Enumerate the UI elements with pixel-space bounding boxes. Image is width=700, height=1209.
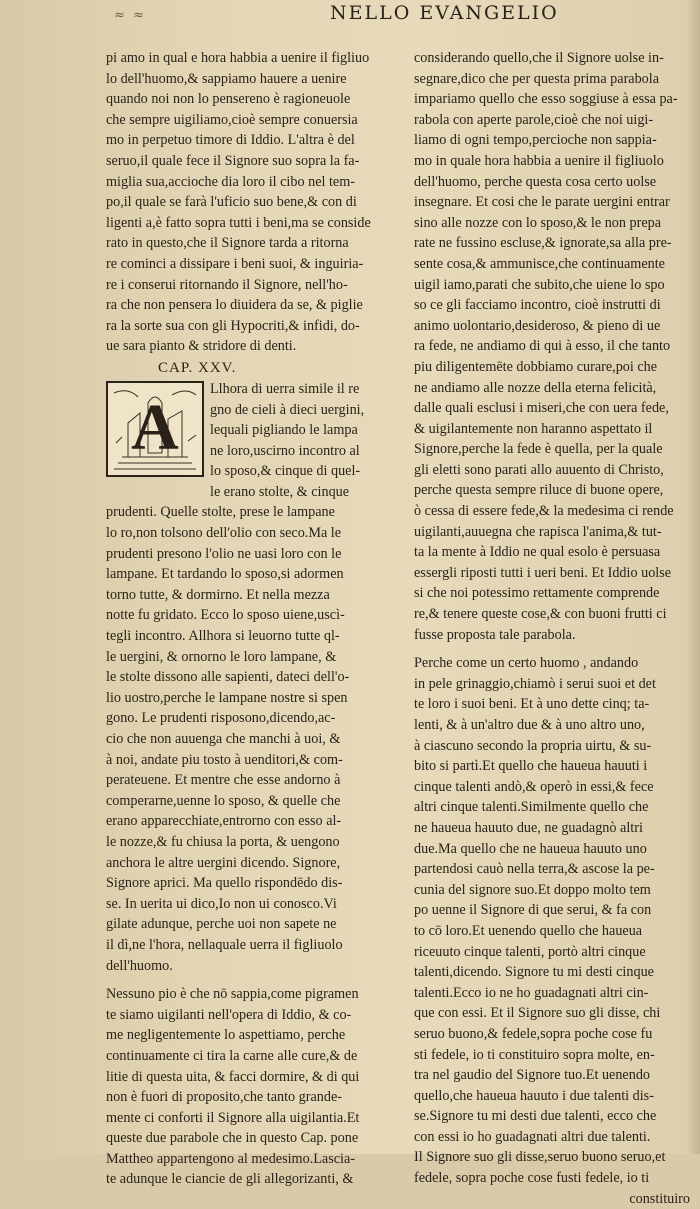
right-column-top-text (414, 48, 690, 645)
text-line: Nessuno pio è che nō sappia,come pigramen (106, 986, 359, 1003)
text-line: dell'huomo, perche questa cosa certo uolse (414, 173, 657, 190)
text-line: il dì,ne l'hora, nellaquale uerra il figliuolo (106, 936, 343, 953)
text-line: ue sara pianto & stridore di denti. (106, 338, 297, 355)
text-line: miglia sua,accioche dia loro il cibo nel tem- (106, 173, 355, 190)
text-line: erano apparecchiate,entrorno con esso al- (106, 813, 342, 830)
text-line: le nozze,& fu chiusa la porta, & uengono (106, 833, 340, 850)
text-line: segnare,dico che per questa prima parabola (414, 70, 660, 87)
text-line: dalle quali esclusi i miseri,che con uera fede, (414, 400, 669, 417)
text-line: Mattheo appartengono al medesimo.Lascia- (106, 1150, 355, 1167)
woodcut-initial-illustration (108, 383, 202, 475)
left-column-top-text (106, 48, 396, 357)
text-line: te loro i suoi beni. Et à uno dette cinq; ta- (414, 696, 650, 713)
decorated-initial (106, 381, 204, 477)
text-line: si che noi potessimo rettamente comprende (414, 585, 660, 602)
text-line: mente ci conforti il Signore alla uigilantia.Et (106, 1109, 360, 1126)
text-line: talenti,dicendo. Signore tu mi desti cinque (414, 964, 654, 981)
chapter-heading: CAP. XXV. (158, 359, 237, 376)
text-line: quello,che haueua hauuto i due talenti dis- (414, 1087, 654, 1104)
text-line: tra nel gaudio del Signore tuo.Et uenendo (414, 1067, 651, 1084)
chapter-opening (106, 379, 396, 503)
text-line: che sempre uigiliamo,cioè sempre conuersia (106, 111, 358, 128)
text-line: bito si partì.Et quello che haueua hauuti i (414, 758, 648, 775)
text-line: lo ro,non tolsono dell'olio con seco.Ma le (106, 525, 342, 542)
text-line: cunia del signore suo.Et doppo molto tem (414, 881, 651, 898)
text-line: Signore,perche la fede è quella, per la quale (414, 441, 663, 458)
text-line: rate ne fussino escluse,& ignorate,sa alla pre- (414, 235, 672, 252)
text-line: ò cessa di essere fede,& la medesima ci rende (414, 503, 674, 520)
text-line: prudenti presono l'olio ne uasi loro con le (106, 545, 342, 562)
text-line: rabola con aperte parole,cioè che noi uigi- (414, 111, 654, 128)
text-line: prudenti. Quelle stolte, prese le lampane (106, 504, 335, 521)
text-line: impariamo quello che esso soggiuse à essa pa- (414, 91, 678, 108)
text-line: seruo buono,& fedele,sopra poche cose fu (414, 1025, 653, 1042)
chapter-text (106, 502, 396, 976)
text-line: quando noi non lo pensereno è ragioneuole (106, 91, 351, 108)
text-line: ra fede, ne andiamo di qui à esso, il che tanto (414, 338, 671, 355)
text-line: partendosi cauò nella terra,& ascose la pe- (414, 861, 655, 878)
right-column (414, 48, 690, 1209)
left-margin-mark: ≈ ≈ (114, 8, 146, 23)
initial-adjacent-text (210, 379, 396, 503)
text-line: te siamo uigilanti nell'opera di Iddio, & co- (106, 1006, 352, 1023)
paragraph-gap (106, 976, 396, 984)
text-line: in pele grinaggio,chiamò i serui suoi et det (414, 675, 656, 692)
text-line: litie di questa uita, & facci dormire, & di qui (106, 1068, 360, 1085)
text-line: uigil iamo,parati che subito,che uiene lo spo (414, 276, 665, 293)
text-line: considerando quello,che il Signore uolse in- (414, 50, 664, 66)
left-column (106, 48, 396, 1190)
text-line: tegli incontro. Allhora si leuorno tutte ql- (106, 628, 340, 645)
text-line: ne andiamo alle nozze della eterna felicità, (414, 379, 657, 396)
text-line: se. In uerita ui dico,Io non ui conosco.Vi (106, 895, 337, 912)
text-line: re i conserui ritornando il Signore, nell'ho- (106, 276, 348, 293)
text-line: rato in questo,che il Signore tarda a ritorna (106, 235, 349, 252)
text-line: altri cinque talenti.Similmente quello che (414, 799, 649, 816)
text-line: à ciascuno secondo la propria uirtu, & su- (414, 737, 652, 754)
text-line: fusse proposta tale parabola. (414, 626, 576, 643)
text-line: insegnare. Et cosi che le parate uergini entrar (414, 194, 670, 211)
paragraph-gap (414, 645, 690, 653)
text-line: so ce gli facciamo incontro, cioè instrutti di (414, 297, 661, 314)
text-line: due.Ma quello che ne haueua hauuto uno (414, 840, 647, 857)
text-line: essergli riposti tutti i ueri beni. Et Iddio uolse (414, 564, 672, 581)
text-line: ligenti a,è fatto sopra tutti i beni,ma se conside (106, 214, 371, 231)
text-line: le erano stolte, & cinque (210, 483, 350, 500)
text-line: anchora le altre uergini dicendo. Signore, (106, 854, 341, 871)
text-line: po uenne il Signore di que serui, & fa con (414, 902, 652, 919)
text-line: le stolte dissono alle sapienti, dateci dell'o- (106, 669, 350, 686)
text-line: non è fuori di proposito,che tanto grande- (106, 1089, 342, 1106)
text-line: Llhora di uerra simile il re (210, 380, 360, 397)
text-line: cio che non auuenga che manchi à uoi, & (106, 731, 341, 747)
text-line: comperarne,uenne lo sposo, & quelle che (106, 792, 341, 809)
text-line: sti fedele, io ti constituiro sopra molte, en- (414, 1046, 655, 1063)
text-line: riceuuto cinque talenti, portò altri cinque (414, 943, 646, 960)
text-line: con essi io ho guadagnati altri due talenti. (414, 1128, 651, 1145)
text-line: lio uostro,perche le lampane nostre si spen (106, 689, 348, 706)
running-head: NELLO EVANGELIO (330, 2, 559, 24)
text-line: Signore aprici. Ma quello rispondēdo dis- (106, 875, 343, 892)
initial-letter: A (131, 390, 179, 464)
text-line: ne loro,uscirno incontro al (210, 442, 360, 459)
text-line: le uergini, & ornorno le loro lampane, & (106, 648, 337, 665)
text-line: ne haueua hauuto due, ne guadagnò altri (414, 819, 643, 836)
text-line: perche questa sempre riluce di buone opere, (414, 482, 664, 499)
text-line: pi amo in qual e hora habbia a uenire il figliuo (106, 50, 370, 66)
text-line: lampane. Et tardando lo sposo,si adormen (106, 566, 344, 583)
text-line: te adunque le ciancie de gli allegorizanti, & (106, 1171, 354, 1188)
text-line: torno tutte, & dormirno. Et nella mezza (106, 586, 330, 603)
text-line: que con essi. Et il Signore suo gli disse, chi (414, 1005, 661, 1022)
text-line: gno de cieli à dieci uergini, (210, 401, 365, 418)
text-line: sino alle nozze con lo sposo,& le non prepa (414, 214, 662, 231)
text-line: uigilanti,auuegna che rapisca l'anima,& tut- (414, 523, 662, 540)
text-line: Il Signore suo gli disse,seruo buono seruo,et (414, 1149, 666, 1166)
text-line: sente cosa,& ammunisce,che continuamente (414, 255, 665, 272)
text-line: me negligentemente lo aspettiamo, perche (106, 1027, 346, 1044)
text-line: notte fu gridato. Ecco lo sposo uiene,uscì- (106, 607, 345, 624)
text-line: re cominci a dissipare i beni suoi, & inguiria- (106, 255, 364, 272)
text-line: ta la mente à Iddio ne qual esolo è persuasa (414, 544, 661, 561)
text-line: Perche come un certo huomo , andando (414, 655, 639, 672)
text-line: queste due parabole che in questo Cap. pone (106, 1130, 359, 1147)
text-line: se.Signore tu mi desti due talenti, ecco che (414, 1108, 657, 1125)
text-line: gono. Le prudenti risposono,dicendo,ac- (106, 710, 336, 727)
text-line: piu diligentemēte dobbiamo curare,poi che (414, 358, 658, 375)
text-line: mo in quale hora habbia a uenire il figliuolo (414, 152, 664, 169)
text-line: to cō loro.Et uenendo quello che haueua (414, 922, 643, 939)
text-line: cinque talenti andò,& operò in essi,& fece (414, 778, 654, 795)
text-line: dell'huomo. (106, 957, 173, 974)
parable-text (414, 653, 690, 1209)
text-line: lequali pigliando le lampa (210, 422, 358, 439)
text-line: continuamente ci tira la carne alle cure,& de (106, 1047, 358, 1064)
text-line: mo in perpetuo timore di Iddio. L'altra è del (106, 132, 355, 149)
text-line: gli eletti sono parati allo auuento di Christo, (414, 461, 664, 478)
text-line: talenti.Ecco io ne ho guadagnati altri cin- (414, 984, 649, 1001)
text-line: lo dell'huomo,& sappiamo hauere a uenire (106, 70, 347, 87)
text-line: à noi, andate piu tosto à uenditori,& com- (106, 751, 343, 768)
text-line: perateuene. Et mentre che esse andorno à (106, 772, 341, 789)
text-line: seruo,il quale fece il Signore suo sopra la fa- (106, 152, 360, 169)
text-line: & uigilantemente non haranno aspettato il (414, 420, 653, 437)
text-line: po,il quale se farà l'uficio suo bene,& con di (106, 194, 357, 211)
text-line: ra la sorte sua con gli Hypocriti,& infidi, do- (106, 317, 360, 334)
text-line: liamo di ogni tempo,percioche non sappia- (414, 132, 657, 149)
text-line: re,& tenere queste cose,& con buoni frutti ci (414, 606, 667, 623)
text-line: gilate adunque, perche uoi non sapete ne (106, 916, 337, 933)
text-line: lenti, & à un'altro due & à uno altro uno, (414, 717, 645, 733)
text-line: fedele, sopra poche cose fusti fedele, io ti (414, 1170, 650, 1187)
text-line: lo sposo,& cinque di quel- (210, 463, 361, 480)
catchword: constituiro (629, 1190, 690, 1207)
text-line: ra che non pensera lo diuidera da se, & piglie (106, 297, 363, 314)
commentary-text (106, 984, 396, 1190)
text-line: animo uolontario,desideroso, & pieno di ue (414, 317, 661, 334)
